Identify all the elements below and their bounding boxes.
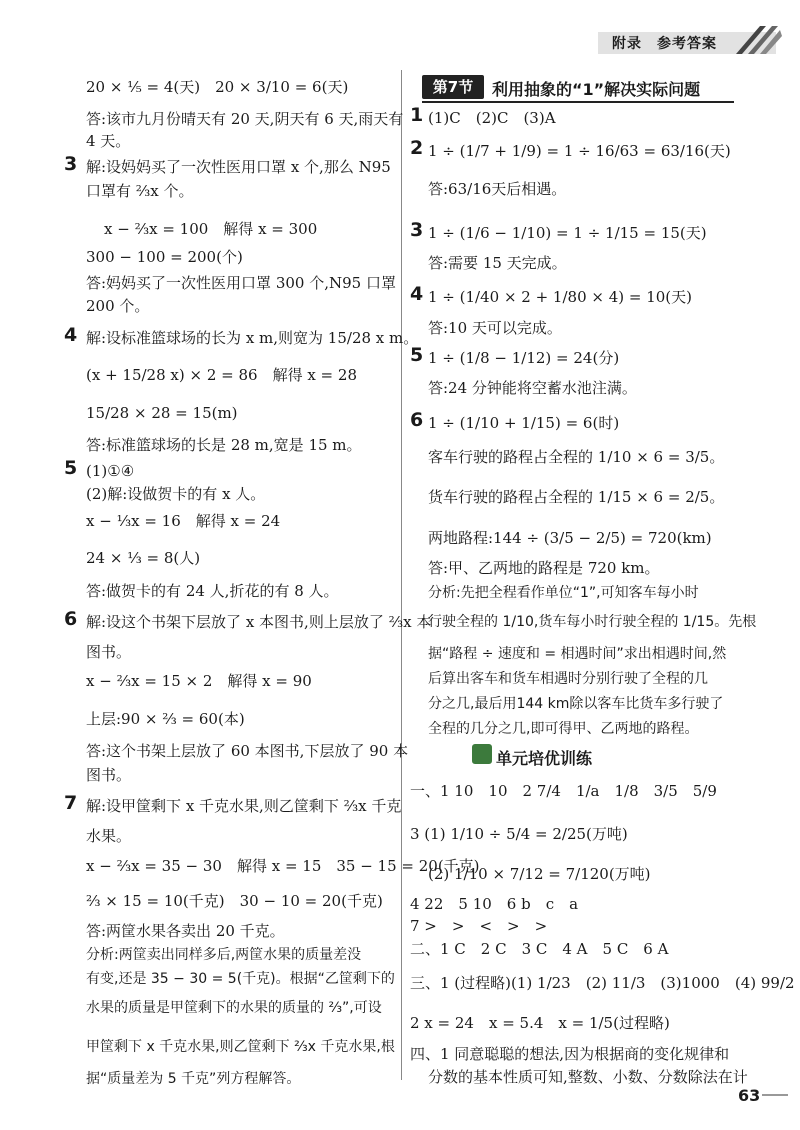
right-line: 答:甲、乙两地的路程是 720 km。	[428, 559, 660, 577]
analysis-line: 甲筐剩下 x 千克水果,则乙筐剩下 ⅔x 千克水果,根	[86, 1039, 395, 1055]
right-line: 3 (1) 1/10 ÷ 5/4 = 2/25(万吨)	[410, 825, 628, 843]
left-line: 20 × ⅕ = 4(天) 20 × 3/10 = 6(天)	[86, 78, 349, 96]
chart-growth-icon	[472, 744, 492, 764]
right-line: 三、1 (过程略)(1) 1/23 (2) 11/3 (3)1000 (4) 99/2	[410, 974, 795, 992]
right-line: 答:63/16天后相遇。	[428, 180, 567, 198]
right-line: 货车行驶的路程占全程的 1/15 × 6 = 2/5。	[428, 488, 725, 506]
right-line: 一、1 10 10 2 7/4 1/a 1/8 3/5 5/9	[410, 782, 717, 800]
left-line: 300 − 100 = 200(个)	[86, 248, 243, 266]
right-line: 两地路程:144 ÷ (3/5 − 2/5) = 720(km)	[428, 529, 712, 547]
left-line: (x + 15/28 x) × 2 = 86 解得 x = 28	[86, 366, 357, 384]
left-line: 答:这个书架上层放了 60 本图书,下层放了 90 本	[86, 742, 409, 760]
unit-training-title: 单元培优训练	[496, 749, 593, 768]
left-line: x − ⅔x = 35 − 30 解得 x = 15 35 − 15 = 20(千克)	[86, 857, 480, 875]
left-line: 答:妈妈买了一次性医用口罩 300 个,N95 口罩	[86, 274, 396, 292]
left-line: 解:设这个书架下层放了 x 本图书,则上层放了 ⅔x 本	[86, 613, 432, 631]
question-number: 6	[64, 608, 78, 630]
left-line: x − ⅔x = 15 × 2 解得 x = 90	[86, 672, 312, 690]
left-line: 4 天。	[86, 132, 131, 150]
section-underline	[422, 101, 734, 103]
analysis-line: 分析:先把全程看作单位“1”,可知客车每小时	[428, 585, 699, 601]
question-number: 5	[64, 457, 78, 479]
analysis-line: 有变,还是 35 − 30 = 5(千克)。根据“乙筐剩下的	[86, 971, 395, 987]
column-divider	[401, 70, 402, 1080]
question-number: 1	[410, 104, 424, 126]
left-line: ⅔ × 15 = 10(千克) 30 − 10 = 20(千克)	[86, 892, 383, 910]
right-line: 1 ÷ (1/40 × 2 + 1/80 × 4) = 10(天)	[428, 288, 693, 306]
right-line: (2) 1/10 × 7/12 = 7/120(万吨)	[428, 865, 651, 883]
left-line: 图书。	[86, 766, 132, 784]
section-title: 利用抽象的“1”解决实际问题	[492, 80, 701, 99]
analysis-line: 据“质量差为 5 千克”列方程解答。	[86, 1071, 301, 1087]
left-line: 答:标准篮球场的长是 28 m,宽是 15 m。	[86, 436, 362, 454]
right-line: 客车行驶的路程占全程的 1/10 × 6 = 3/5。	[428, 448, 725, 466]
left-line: 口罩有 ⅔x 个。	[86, 182, 194, 200]
left-line: 图书。	[86, 643, 132, 661]
question-number: 6	[410, 409, 424, 431]
question-number: 3	[410, 219, 424, 241]
left-line: 解:设妈妈买了一次性医用口罩 x 个,那么 N95	[86, 158, 391, 176]
left-line: 上层:90 × ⅔ = 60(本)	[86, 710, 245, 728]
left-line: (2)解:设做贺卡的有 x 人。	[86, 485, 266, 503]
right-line: 4 22 5 10 6 b c a	[410, 895, 579, 913]
right-line: 1 ÷ (1/8 − 1/12) = 24(分)	[428, 349, 620, 367]
question-number: 4	[410, 283, 424, 305]
analysis-line: 行驶全程的 1/10,货车每小时行驶全程的 1/15。先根	[428, 614, 757, 630]
right-line: 答:24 分钟能将空蓄水池注满。	[428, 379, 637, 397]
right-line: 2 x = 24 x = 5.4 x = 1/5(过程略)	[410, 1014, 670, 1032]
analysis-line: 分之几,最后用144 km除以客车比货车多行驶了	[428, 696, 724, 712]
left-line: 答:两筐水果各卖出 20 千克。	[86, 922, 285, 940]
left-line: x − ⅓x = 16 解得 x = 24	[86, 512, 281, 530]
page-header	[598, 22, 788, 60]
right-line: (1)C (2)C (3)A	[428, 109, 556, 127]
analysis-line: 分析:两筐卖出同样多后,两筐水果的质量差没	[86, 947, 362, 963]
right-line: 分数的基本性质可知,整数、小数、分数除法在计	[428, 1068, 748, 1086]
question-number: 7	[64, 792, 78, 814]
left-line: x − ⅔x = 100 解得 x = 300	[104, 220, 318, 238]
analysis-line: 据“路程 ÷ 速度和 = 相遇时间”求出相遇时间,然	[428, 646, 727, 662]
left-line: 15/28 × 28 = 15(m)	[86, 404, 238, 422]
right-line: 答:10 天可以完成。	[428, 319, 562, 337]
right-line: 1 ÷ (1/7 + 1/9) = 1 ÷ 16/63 = 63/16(天)	[428, 142, 731, 160]
right-line: 四、1 同意聪聪的想法,因为根据商的变化规律和	[410, 1045, 730, 1063]
pencil-ruler-icon	[732, 22, 784, 56]
question-number: 3	[64, 153, 78, 175]
left-line: 200 个。	[86, 297, 150, 315]
header-label: 附录 参考答案	[612, 36, 717, 52]
right-line: 二、1 C 2 C 3 C 4 A 5 C 6 A	[410, 940, 669, 958]
page-number: 63	[738, 1086, 761, 1105]
right-line: 答:需要 15 天完成。	[428, 254, 567, 272]
left-line: 答:做贺卡的有 24 人,折花的有 8 人。	[86, 582, 339, 600]
question-number: 5	[410, 344, 424, 366]
question-number: 2	[410, 137, 424, 159]
left-line: 答:该市九月份晴天有 20 天,阴天有 6 天,雨天有	[86, 110, 404, 128]
section-badge: 第7节	[422, 75, 484, 99]
right-line: 1 ÷ (1/6 − 1/10) = 1 ÷ 1/15 = 15(天)	[428, 224, 707, 242]
right-line: 7 > > < > >	[410, 917, 548, 935]
page-number-rule	[762, 1094, 788, 1096]
analysis-line: 后算出客车和货车相遇时分别行驶了全程的几	[428, 671, 708, 687]
left-line: 24 × ⅓ = 8(人)	[86, 549, 201, 567]
left-line: 解:设甲筐剩下 x 千克水果,则乙筐剩下 ⅔x 千克	[86, 797, 402, 815]
right-line: 1 ÷ (1/10 + 1/15) = 6(时)	[428, 414, 620, 432]
left-line: (1)①④	[86, 462, 135, 480]
left-line: 解:设标准篮球场的长为 x m,则宽为 15/28 x m。	[86, 329, 419, 347]
left-line: 水果。	[86, 827, 132, 845]
analysis-line: 全程的几分之几,即可得甲、乙两地的路程。	[428, 721, 699, 737]
question-number: 4	[64, 324, 78, 346]
analysis-line: 水果的质量是甲筐剩下的水果的质量的 ⅔”,可设	[86, 1000, 382, 1016]
